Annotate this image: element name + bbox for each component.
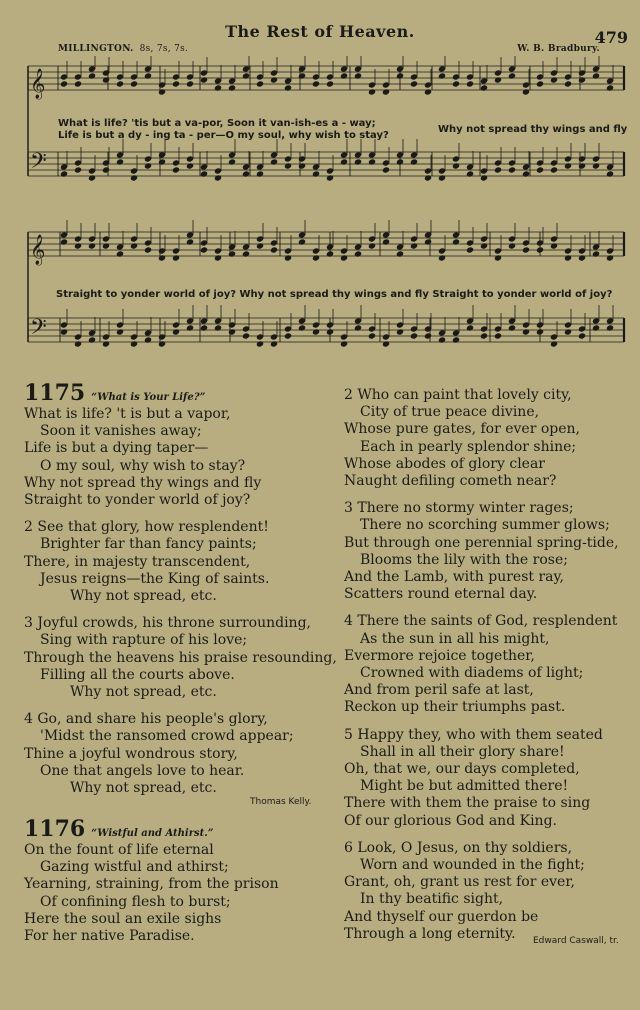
note-head [158,340,166,347]
note-head [382,166,390,173]
clef-icon: 𝄢 [30,149,47,179]
note-head [130,242,138,249]
note-head [438,72,446,79]
note-head [284,254,292,261]
note-head [60,170,68,177]
note-head [116,80,124,87]
verse-line: Sing with rapture of his love; [40,632,248,649]
note-head [522,88,530,95]
note-head [508,242,516,249]
hymn-1175-heading [24,380,205,406]
verse-line: 2 Who can paint that lovely city, [344,387,572,403]
note-head [172,166,180,173]
verse-line: 3 There no stormy winter rages; [344,500,574,517]
verse-line: 3 Joyful crowds, his throne surrounding, [24,615,311,632]
hymn-1175-right-column [344,387,634,943]
verse-line: Reckon up their triumphs past. [344,699,566,716]
note-head [102,166,110,173]
note-head [256,170,264,177]
verse-line: For her native Paradise. [24,928,195,945]
note-head [494,332,502,339]
note-head [354,158,362,165]
note-head [158,158,166,165]
note-head [592,324,600,331]
note-head [186,162,194,169]
verse-line: What is life? 't is but a vapor, [24,406,231,422]
note-head [298,162,306,169]
hymn-1176-column [24,842,324,945]
tune-name [58,44,188,54]
note-head [410,332,418,339]
note-head [368,158,376,165]
note-head [214,324,222,331]
note-head [130,340,138,347]
hymn-1176-translator: Edward Caswall, tr. [533,936,619,946]
note-head [242,170,250,177]
note-head [340,254,348,261]
note-head [452,238,460,245]
page-title: The Rest of Heaven. [225,22,415,41]
note-head [172,328,180,335]
verse-line: Might be but admitted there! [360,778,569,795]
verse-line: Crowned with diadems of light; [360,665,584,682]
verse-line: One that angels love to hear. [40,762,245,779]
lyric-line-1: What is life? 'tis but a va-por, Soon it van-ish-es a - way; [58,118,376,129]
note-head [368,332,376,339]
verse-line: There, in majesty transcendent, [24,553,251,570]
note-head [242,250,250,257]
note-head [144,336,152,343]
note-head [480,174,488,181]
note-head [130,174,138,181]
note-head [508,166,516,173]
verse-line: Brighter far than fancy paints; [40,536,257,553]
note-head [256,242,264,249]
note-head [424,174,432,181]
note-head [116,328,124,335]
note-head [410,80,418,87]
note-head [270,158,278,165]
note-head [102,76,110,83]
clef-icon: 𝄞 [30,69,46,99]
verse-line: And thyself our guerdon be [344,908,539,925]
hymn-1175-left-column [24,406,337,797]
note-head [298,238,306,245]
note-head [144,246,152,253]
note-head [242,332,250,339]
note-head [564,254,572,261]
note-head [606,324,614,331]
note-head [88,174,96,181]
note-head [186,238,194,245]
verse-line: 4 Go, and share his people's glory, [24,711,268,728]
verse-line: 5 Happy they, who with them seated [344,726,603,743]
note-head [536,80,544,87]
hymn-title: “What is Your Life?” [91,392,206,403]
note-head [200,170,208,177]
verse-line: 2 See that glory, how resplendent! [24,519,269,536]
note-head [256,340,264,347]
verse-line: Soon it vanishes away; [40,423,202,440]
note-head [396,72,404,79]
verse-line: Of our glorious God and King. [344,812,557,829]
note-head [312,328,320,335]
composer-credit: W. B. Bradbury. [517,44,600,54]
note-head [382,88,390,95]
note-head [522,246,530,253]
note-head [396,250,404,257]
note-head [494,166,502,173]
note-head [60,238,68,245]
note-head [214,84,222,91]
verse-line: Whose pure gates, for ever open, [344,421,580,438]
clef-icon: 𝄢 [30,315,47,345]
verse-line: 4 There the saints of God, resplendent [344,613,618,630]
verse-line: In thy beatific sight, [360,891,504,908]
note-head [480,332,488,339]
note-head [172,80,180,87]
note-head [452,336,460,343]
note-head [298,324,306,331]
note-head [88,336,96,343]
tune-name-text: MILLINGTON. [58,44,134,54]
note-head [270,246,278,253]
note-head [284,162,292,169]
note-head [312,254,320,261]
note-head [410,242,418,249]
note-head [592,250,600,257]
verse-line: As the sun in all his might, [360,630,550,647]
verse-line: Gazing wistful and athirst; [40,859,229,876]
note-head [130,80,138,87]
verse-line: Grant, oh, grant us rest for ever, [344,874,575,891]
note-head [144,162,152,169]
verse-line: Why not spread, etc. [70,780,217,797]
note-head [88,72,96,79]
verse-line: Here the soul an exile sighs [24,910,222,927]
verse-line: Thine a joyful wondrous story, [24,745,238,762]
note-head [508,72,516,79]
verse-line: Of confining flesh to burst; [40,893,231,910]
verse-line: Worn and wounded in the fight; [360,857,585,874]
note-head [354,324,362,331]
verse-line: And the Lamb, with purest ray, [344,569,565,586]
note-head [186,80,194,87]
note-head [270,340,278,347]
lyric-line-2: Life is but a dy - ing ta - per—O my soul, why wish to stay? [58,130,389,141]
verse-line: But through one perennial spring-tide, [344,534,619,551]
verse-line: 6 Look, O Jesus, on thy soldiers, [344,839,573,856]
verse-line: Through the heavens his praise resounding, [24,649,337,666]
note-head [186,324,194,331]
note-head [74,80,82,87]
note-head [438,174,446,181]
verse-line: City of true peace divine, [360,404,540,421]
verse-line: There no scorching summer glows; [360,517,610,534]
note-head [508,324,516,331]
hymn-number: 1176 [24,816,86,842]
note-head [158,88,166,95]
note-head [116,250,124,257]
verse-line: Blooms the lily with the rose; [360,551,568,568]
note-head [480,84,488,91]
note-head [326,174,334,181]
note-head [368,242,376,249]
note-head [396,158,404,165]
verse-line: 'Midst the ransomed crowd appear; [40,728,294,745]
verse-line: On the fount of life eternal [24,842,214,858]
note-head [270,76,278,83]
lyric-line-3: Straight to yonder world of joy? Why not spread thy wings and fly Straight to yonder world of joy? [56,289,613,300]
note-head [354,72,362,79]
verse-line: Scatters round eternal day. [344,586,538,603]
verse-line: Why not spread, etc. [70,684,217,701]
note-head [242,72,250,79]
hymn-1175-author: Thomas Kelly. [250,797,312,807]
note-head [102,242,110,249]
note-head [74,242,82,249]
note-head [606,254,614,261]
note-head [480,242,488,249]
note-head [340,158,348,165]
note-head [382,340,390,347]
note-head [200,76,208,83]
note-head [494,76,502,83]
verse-line: Oh, that we, our days completed, [344,761,580,778]
lyric-refrain-1: Why not spread thy wings and fly [438,124,628,135]
note-head [382,238,390,245]
note-head [228,250,236,257]
note-head [74,340,82,347]
note-head [326,80,334,87]
note-head [298,72,306,79]
note-head [522,170,530,177]
note-head [452,80,460,87]
verse-line: There with them the praise to sing [344,795,591,812]
hymn-number: 1175 [24,380,86,406]
verse-line: Life is but a dying taper— [24,440,209,457]
hymn-1176-heading [24,816,213,842]
note-head [564,80,572,87]
note-head [88,242,96,249]
verse-line: Naught defiling cometh near? [344,473,557,490]
note-head [60,80,68,87]
note-head [550,76,558,83]
note-head [550,242,558,249]
note-head [200,324,208,331]
note-head [214,254,222,261]
note-head [564,162,572,169]
hymn-title: “Wistful and Athirst.” [91,828,214,839]
verse-line: And from peril safe at last, [344,682,534,699]
note-head [312,80,320,87]
verse-line: Jesus reigns—the King of saints. [40,570,270,587]
note-head [228,84,236,91]
note-head [410,158,418,165]
note-head [522,328,530,335]
note-head [536,246,544,253]
note-head [578,162,586,169]
note-head [144,72,152,79]
verse-line: Shall in all their glory share! [360,743,565,760]
note-head [536,166,544,173]
note-head [256,80,264,87]
note-head [102,340,110,347]
verse-line: Each in pearly splendor shine; [360,438,577,455]
note-head [228,158,236,165]
note-head [466,170,474,177]
note-head [466,80,474,87]
note-head [424,332,432,339]
note-head [578,332,586,339]
verse-line: Evermore rejoice together, [344,647,535,664]
verse-line: Yearning, straining, from the prison [24,876,279,893]
verse-line: O my soul, why wish to stay? [40,457,246,474]
note-head [466,246,474,253]
note-head [438,336,446,343]
verse-line: Why not spread thy wings and fly [24,474,262,491]
note-head [284,84,292,91]
note-head [452,162,460,169]
note-head [60,328,68,335]
verse-line: Filling all the courts above. [40,666,235,683]
note-head [116,158,124,165]
note-head [466,324,474,331]
note-head [158,254,166,261]
note-head [284,332,292,339]
verse-line: Whose abodes of glory clear [344,455,545,472]
note-head [606,84,614,91]
note-head [550,340,558,347]
verse-line: Through a long eternity. [344,925,516,942]
note-head [494,254,502,261]
note-head [564,328,572,335]
verse-line: Why not spread, etc. [70,588,217,605]
note-head [368,88,376,95]
note-head [340,340,348,347]
note-head [228,328,236,335]
note-head [578,254,586,261]
note-head [396,328,404,335]
note-head [592,162,600,169]
note-head [536,328,544,335]
tune-meter: 8s, 7s, 7s. [139,44,189,54]
note-head [550,166,558,173]
note-head [172,254,180,261]
note-head [326,250,334,257]
note-head [424,238,432,245]
note-head [200,246,208,253]
clef-icon: 𝄞 [30,235,46,265]
note-head [424,88,432,95]
note-head [354,250,362,257]
music-system-2 [0,220,640,380]
note-head [74,166,82,173]
note-head [606,170,614,177]
note-head [326,328,334,335]
note-head [214,174,222,181]
note-head [578,76,586,83]
note-head [312,170,320,177]
page-number: 479 [594,28,628,47]
note-head [438,254,446,261]
note-head [592,72,600,79]
note-head [340,72,348,79]
verse-line: Straight to yonder world of joy? [24,492,251,509]
